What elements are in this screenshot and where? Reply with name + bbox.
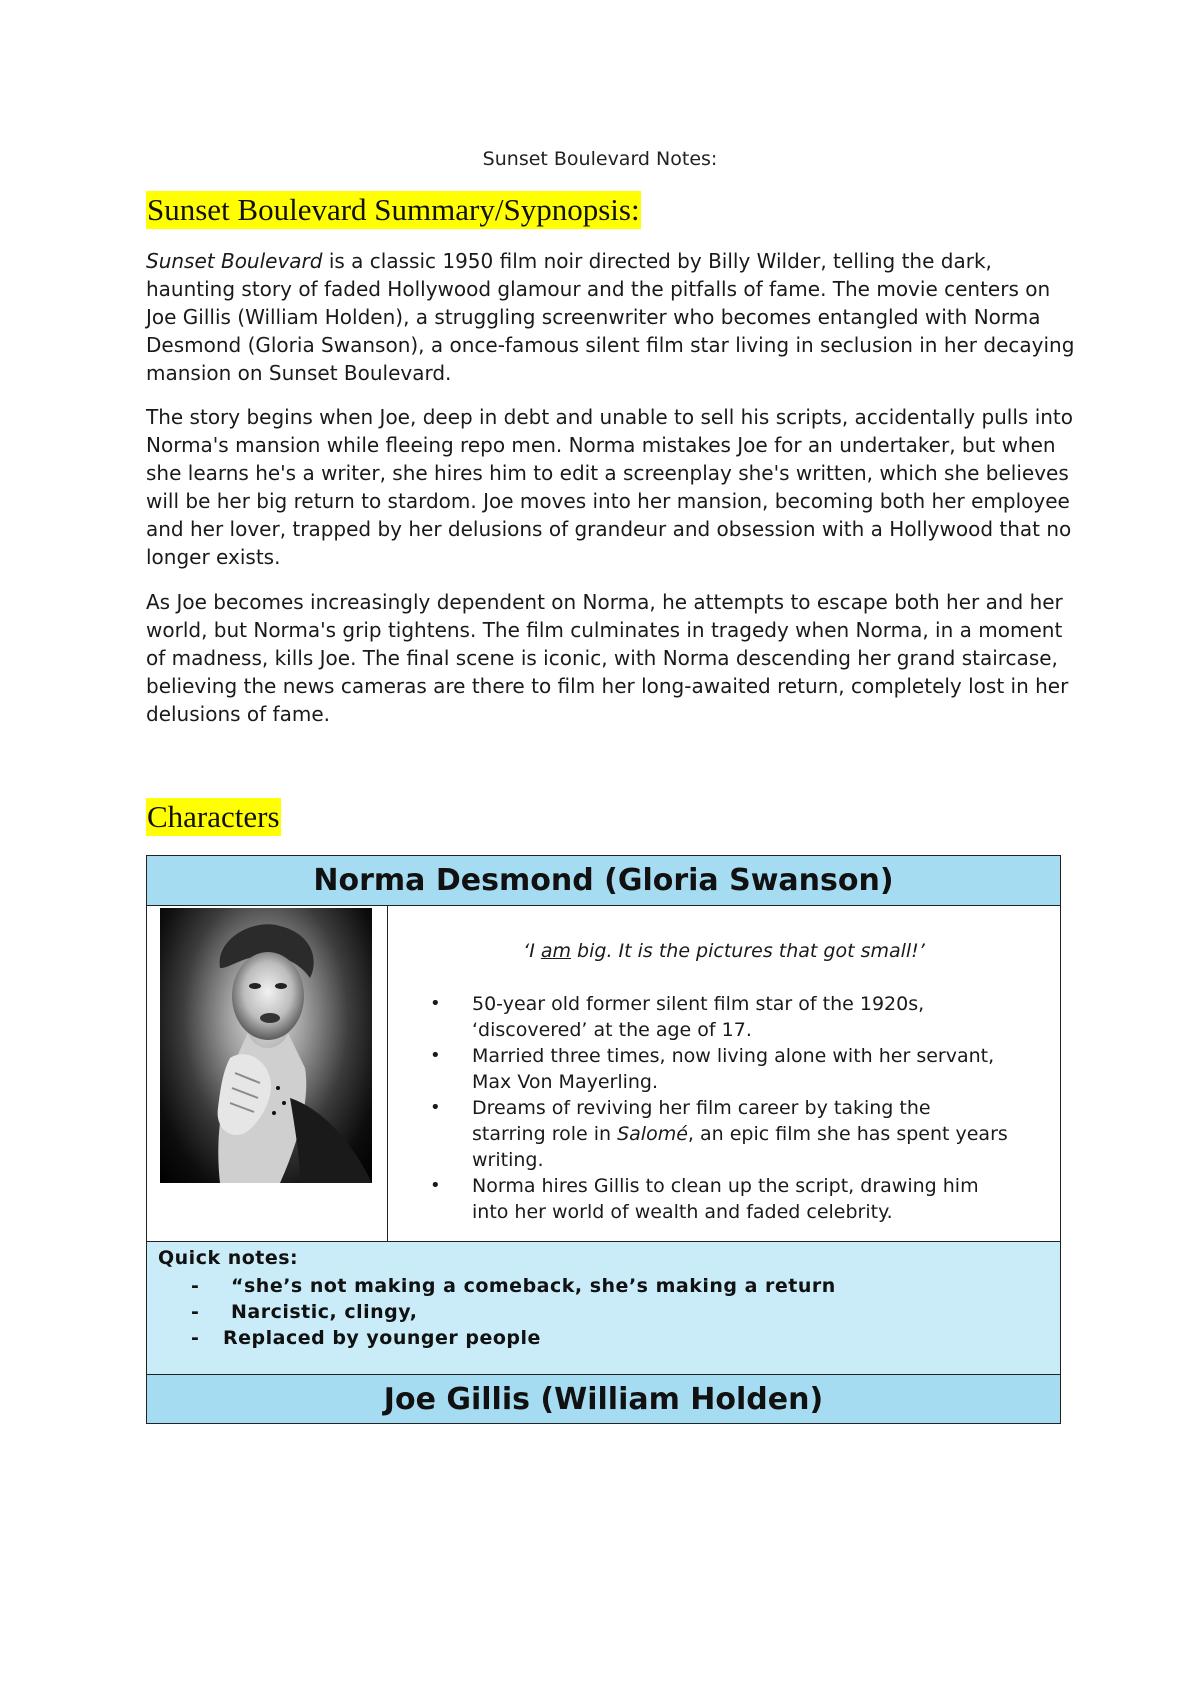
quick-notes-list — [191, 1273, 836, 1351]
summary-paragraph-1-text: is a classic 1950 film noir directed by Billy Wilder, telling the dark, haunting story of faded Hollywood glamour and the pitfalls of fame. The movie centers on Joe Gillis (William Holden), a struggling screenwriter who becomes entangled with Norma Desmond (Gloria Swanson), a once-famous silent film star living in seclusion in her decaying mansion on Sunset Boulevard. — [146, 249, 1075, 385]
quote-underlined-word: am — [540, 940, 571, 962]
norma-desmond-photo — [160, 908, 372, 1183]
norma-quote — [388, 940, 1060, 962]
summary-heading: Sunset Boulevard Summary/Sypnopsis: — [147, 192, 640, 227]
norma-header: Norma Desmond (Gloria Swanson) — [147, 856, 1060, 906]
character-table — [146, 855, 1061, 1424]
norma-bullet-list — [428, 991, 1008, 1225]
photo-illustration — [160, 908, 372, 1183]
joe-header: Joe Gillis (William Holden) — [147, 1375, 1060, 1423]
summary-paragraph-1 — [146, 247, 1076, 387]
quick-note-item: - “she’s not making a comeback, she’s making a return — [191, 1273, 836, 1299]
quote-end: big. It is the pictures that got small!’ — [571, 940, 925, 962]
quick-note-item: - Replaced by younger people — [191, 1325, 836, 1351]
bullet-item: • 50-year old former silent film star of the 1920s, ‘discovered’ at the age of 17. — [428, 991, 1008, 1043]
bullet-text-end: , an epic film she has spent years writing. — [472, 1123, 1008, 1171]
bullet-item: • Married three times, now living alone with her servant, Max Von Mayerling. — [428, 1043, 1008, 1095]
film-title-italic: Sunset Boulevard — [146, 249, 323, 273]
summary-paragraph-2: The story begins when Joe, deep in debt and unable to sell his scripts, accidentally pulls into Norma's mansion while fleeing repo men. Norma mistakes Joe for an undertaker, but when she learns he's a writer, she hires him to edit a screenplay she's written, which she believes will be her big return to stardom. Joe moves into her mansion, becoming both her employee and her lover, trapped by her delusions of grandeur and obsession with a Hollywood that no longer exists. — [146, 405, 1074, 569]
characters-heading: Characters — [147, 799, 280, 834]
quick-notes-row — [147, 1242, 1060, 1375]
quick-note-item: - Narcistic, clingy, — [191, 1299, 836, 1325]
norma-details-row — [147, 906, 1060, 1242]
quote-start: ‘I — [523, 940, 541, 962]
characters-heading-wrap — [146, 798, 281, 836]
quick-notes-label: Quick notes: — [158, 1247, 299, 1269]
bullet-text: Dreams of reviving her film career by taking the starring role in — [472, 1097, 931, 1145]
bullet-item — [428, 1095, 1008, 1173]
info-cell — [388, 906, 1060, 1241]
summary-heading-wrap — [146, 191, 641, 229]
salome-italic: Salomé — [617, 1123, 688, 1145]
summary-paragraph-3: As Joe becomes increasingly dependent on Norma, he attempts to escape both her and her world, but Norma's grip tightens. The film culminates in tragedy when Norma, in a moment of madness, kills Joe. The final scene is iconic, with Norma descending her grand staircase, believing the news cameras are there to film her long-awaited return, completely lost in her delusions of fame. — [146, 590, 1069, 726]
photo-cell — [147, 906, 388, 1241]
bullet-item: • Norma hires Gillis to clean up the script, drawing him into her world of wealth and faded celebrity. — [428, 1173, 1008, 1225]
document-title: Sunset Boulevard Notes: — [482, 148, 718, 170]
